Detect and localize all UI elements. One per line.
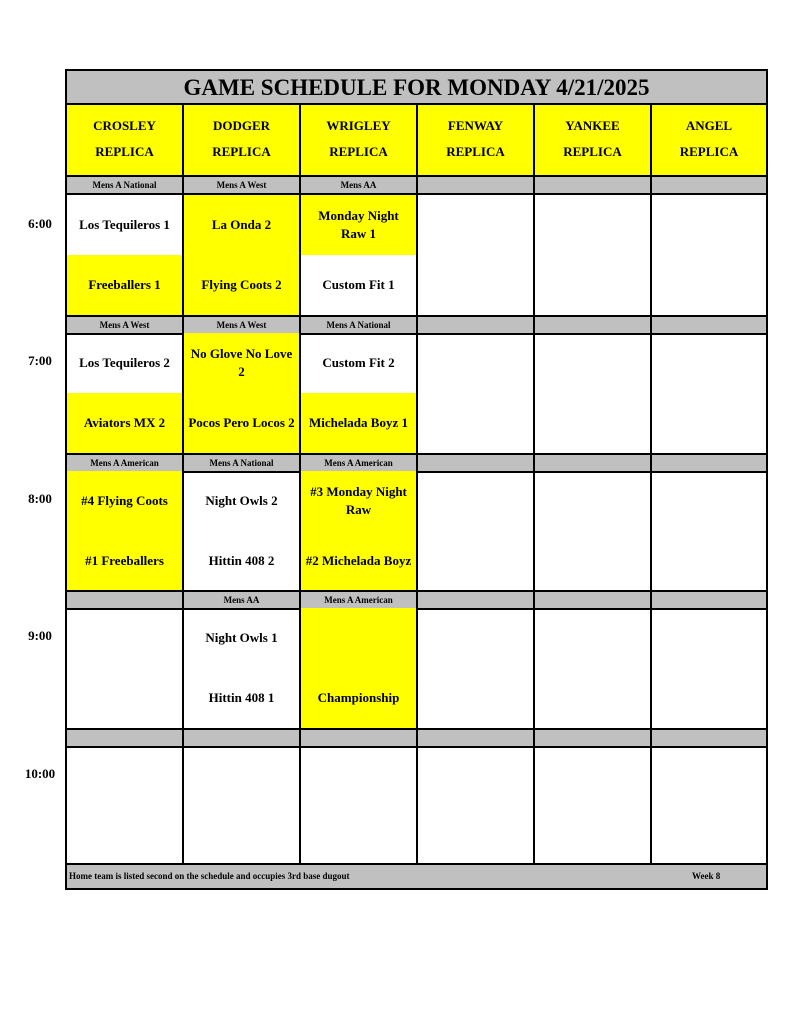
division-label: [535, 315, 650, 335]
field-sub: REPLICA: [212, 144, 271, 159]
game-team-home: #2 Michelada Boyz: [301, 531, 416, 591]
time-column: [0, 0, 64, 1024]
field-header: [418, 105, 533, 175]
game-team-away: Los Tequileros 1: [79, 217, 170, 232]
division-label: Mens A National: [67, 175, 182, 195]
game-team-away: Custom Fit 2: [322, 355, 395, 370]
field-column-wrigley: [301, 105, 418, 863]
game-team-away: No Glove No Love 2: [184, 333, 299, 393]
game-team-home: [301, 806, 416, 866]
division-label: [67, 728, 182, 748]
field-column-yankee: [535, 105, 652, 863]
field-column-crosley: [67, 105, 184, 863]
division-label: Mens A West: [184, 315, 299, 335]
field-sub: REPLICA: [329, 144, 388, 159]
game-team-away: Night Owls 1: [205, 630, 278, 645]
division-label: [652, 453, 766, 473]
game-team-away: Monday Night Raw 1: [301, 195, 416, 255]
field-header: [652, 105, 766, 175]
field-header: [67, 105, 182, 175]
field-name: YANKEE: [565, 118, 620, 133]
game-team-away: Night Owls 2: [205, 493, 278, 508]
time-label: 9:00: [28, 628, 52, 643]
division-label: [535, 728, 650, 748]
game-team-away: [301, 746, 416, 806]
field-name: FENWAY: [447, 118, 504, 133]
schedule-table: [65, 69, 768, 890]
field-column-dodger: [184, 105, 301, 863]
field-sub: REPLICA: [446, 144, 505, 159]
division-label: [535, 453, 650, 473]
game-team-home: [184, 806, 299, 866]
game-team-home: [67, 668, 182, 728]
game-team-away: Los Tequileros 2: [79, 355, 170, 370]
field-header: [535, 105, 650, 175]
field-sub: REPLICA: [95, 144, 154, 159]
division-label: Mens A National: [184, 453, 299, 473]
home-team-note: Home team is listed second on the schedule and occupies 3rd base dugout: [69, 871, 350, 881]
division-label: [418, 590, 533, 610]
game-team-home: Flying Coots 2: [184, 255, 299, 315]
game-team-away: [67, 746, 182, 806]
division-label: [418, 175, 533, 195]
game-team-home: Custom Fit 1: [322, 277, 395, 292]
game-team-home: [67, 806, 182, 866]
game-team-home: #1 Freeballers: [67, 531, 182, 591]
field-name: DODGER: [212, 118, 271, 133]
game-team-home: Aviators MX 2: [67, 393, 182, 453]
game-team-away: #3 Monday Night Raw: [301, 471, 416, 531]
time-label: 8:00: [28, 491, 52, 506]
field-header: [184, 105, 299, 175]
field-name: WRIGLEY: [326, 118, 391, 133]
game-team-away: [301, 608, 416, 668]
division-label: [418, 453, 533, 473]
division-label: [652, 175, 766, 195]
time-label: 10:00: [24, 766, 56, 781]
schedule-footer: [67, 863, 766, 888]
division-label: Mens A American: [67, 453, 182, 473]
game-team-away: [67, 608, 182, 668]
game-team-home: Freeballers 1: [67, 255, 182, 315]
division-label: [652, 590, 766, 610]
division-label: [418, 315, 533, 335]
division-label: Mens A American: [301, 453, 416, 473]
field-column-fenway: [418, 105, 535, 863]
division-label: Mens AA: [301, 175, 416, 195]
field-column-angel: [652, 105, 766, 863]
division-label: [418, 728, 533, 748]
time-label: 6:00: [28, 216, 52, 231]
game-team-home: Hittin 408 2: [208, 553, 275, 568]
game-team-away: La Onda 2: [184, 195, 299, 255]
game-team-away: #4 Flying Coots: [67, 471, 182, 531]
week-label: Week 8: [692, 871, 721, 881]
division-label: Mens AA: [184, 590, 299, 610]
game-team-home: Michelada Boyz 1: [301, 393, 416, 453]
division-label: Mens A West: [184, 175, 299, 195]
division-label: Mens A West: [67, 315, 182, 335]
field-name: CROSLEY: [93, 118, 156, 133]
division-label: [535, 590, 650, 610]
division-label: [67, 590, 182, 610]
time-label: 7:00: [28, 353, 52, 368]
division-label: [184, 728, 299, 748]
game-team-home: Pocos Pero Locos 2: [184, 393, 299, 453]
schedule-title: GAME SCHEDULE FOR MONDAY 4/21/2025: [67, 71, 766, 105]
game-team-home: Hittin 408 1: [208, 690, 275, 705]
division-label: [652, 315, 766, 335]
game-team-home: Championship: [301, 668, 416, 728]
division-label: [652, 728, 766, 748]
field-header: [301, 105, 416, 175]
field-sub: REPLICA: [679, 144, 739, 159]
division-label: Mens A American: [301, 590, 416, 610]
division-label: Mens A National: [301, 315, 416, 335]
division-label: [535, 175, 650, 195]
game-team-away: [184, 746, 299, 806]
division-label: [301, 728, 416, 748]
field-sub: REPLICA: [563, 144, 622, 159]
field-name: ANGEL: [685, 118, 733, 133]
